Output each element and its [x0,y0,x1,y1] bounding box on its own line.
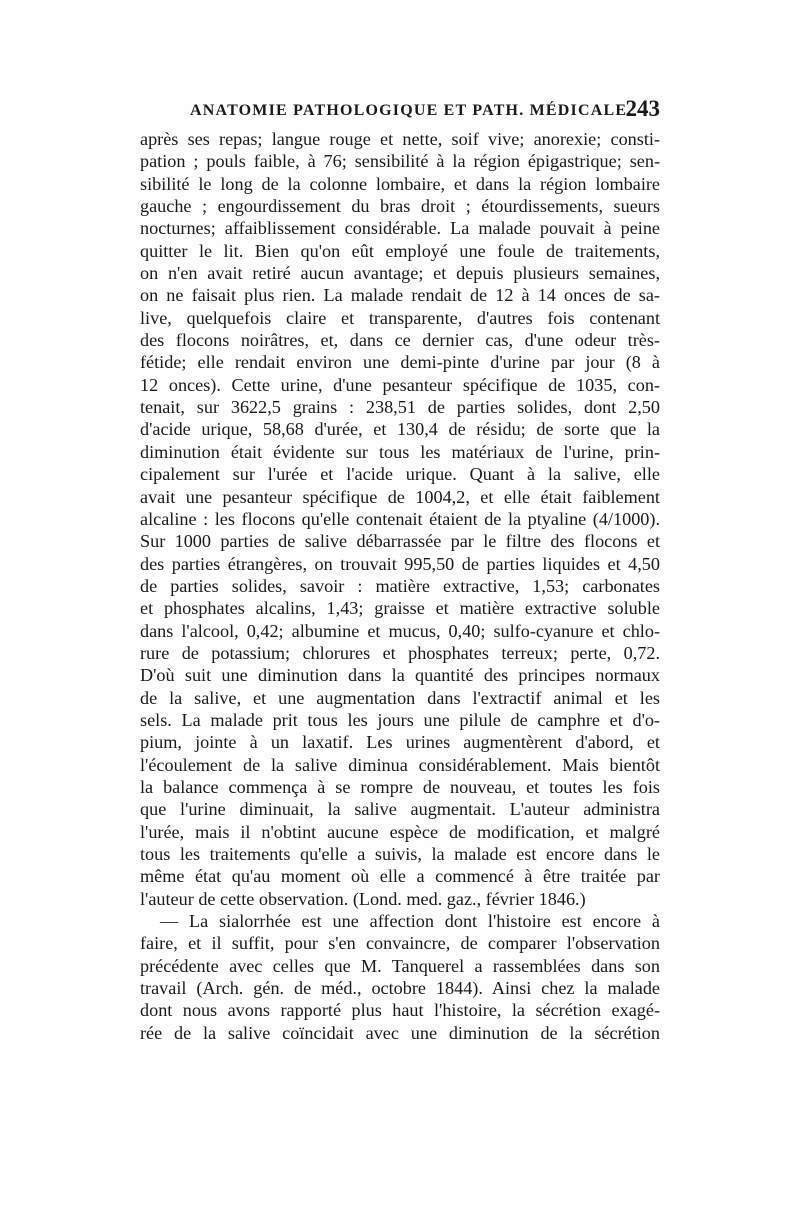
text-line: live, quelquefois claire et transparente, d'autres fois contenant [140,307,660,328]
text-line: des flocons noirâtres, et, dans ce dernier cas, d'une odeur très- [140,330,660,351]
text-line: tenait, sur 3622,5 grains : 238,51 de parties solides, dont 2,50 [140,397,660,418]
text-line: avait une pesanteur spécifique de 1004,2, et elle était faiblement [140,486,660,507]
text-line: après ses repas; langue rouge et nette, soif vive; anorexie; consti- [140,129,660,149]
text-line: de la salive, et une augmentation dans l'extractif animal et les [140,687,660,708]
text-line: — La sialorrhée est une affection dont l'histoire est encore à [160,911,660,932]
text-line: l'urée, mais il n'obtint aucune espèce de modification, et malgré [140,821,660,842]
text-line: que l'urine diminuait, la salive augmentait. L'auteur administra [140,799,660,820]
text-line: des parties étrangères, on trouvait 995,50 de parties liquides et 4,50 [140,553,660,574]
body-text [140,128,660,1044]
text-line: dont nous avons rapporté plus haut l'histoire, la sécrétion exagé- [140,1000,660,1021]
text-line: tous les traitements qu'elle a suivis, la malade est encore dans le [140,844,660,864]
text-line: cipalement sur l'urée et l'acide urique. Quant à la salive, elle [140,464,660,485]
text-line: d'acide urique, 58,68 d'urée, et 130,4 de résidu; de sorte que la [140,419,660,440]
text-line: et phosphates alcalins, 1,43; graisse et matière extractive soluble [140,598,660,619]
text-line: sibilité le long de la colonne lombaire, et dans la région lombaire [140,173,660,194]
page-header [140,96,660,126]
text-line: on n'en avait retiré aucun avantage; et depuis plusieurs semaines, [140,263,660,284]
text-line: faire, et il suffit, pour s'en convaincre, de comparer l'observation [140,933,660,954]
text-line: 12 onces). Cette urine, d'une pesanteur spécifique de 1035, con- [140,374,660,395]
text-line: même état qu'au moment où elle a commencé à être traitée par [140,866,660,887]
text-line: dans l'alcool, 0,42; albumine et mucus, 0,40; sulfo-cyanure et chlo- [140,620,660,641]
text-line: pation ; pouls faible, à 76; sensibilité à la région épigastrique; sen- [140,151,660,172]
text-line: pium, jointe à un laxatif. Les urines augmentèrent d'abord, et [140,732,660,753]
text-line: diminution était évidente sur tous les matériaux de l'urine, prin- [140,441,660,462]
text-line: rée de la salive coïncidait avec une diminution de la sécrétion [140,1022,660,1043]
text-line: sels. La malade prit tous les jours une pilule de camphre et d'o- [140,709,660,730]
text-line: Sur 1000 parties de salive débarrassée par le filtre des flocons et [140,531,660,552]
page-number: 243 [625,96,660,121]
text-line: quitter le lit. Bien qu'on eût employé une foule de traitements, [140,240,660,261]
text-line: de parties solides, savoir : matière extractive, 1,53; carbonates [140,575,660,596]
text-line: on ne faisait plus rien. La malade rendait de 12 à 14 onces de sa- [140,285,660,306]
running-title: ANATOMIE PATHOLOGIQUE ET PATH. MÉDICALE. [190,102,633,119]
text-line: gauche ; engourdissement du bras droit ; étourdissements, sueurs [140,196,660,217]
text-line: l'auteur de cette observation. (Lond. med. gaz., février 1846.) [140,888,586,909]
text-line: travail (Arch. gén. de méd., octobre 1844). Ainsi chez la malade [140,978,660,999]
text-line: rure de potassium; chlorures et phosphates terreux; perte, 0,72. [140,642,660,663]
text-line: D'où suit une diminution dans la quantité des principes normaux [140,665,660,686]
text-line: la balance commença à se rompre de nouveau, et toutes les fois [140,776,660,797]
text-line: fétide; elle rendait environ une demi-pinte d'urine par jour (8 à [140,352,660,373]
text-line: précédente avec celles que M. Tanquerel a rassemblées dans son [140,955,660,976]
text-line: l'écoulement de la salive diminua considérablement. Mais bientôt [140,754,660,775]
text-line: alcaline : les flocons qu'elle contenait étaient de la ptyaline (4/1000). [140,508,660,529]
text-line: nocturnes; affaiblissement considérable. La malade pouvait à peine [140,218,660,239]
